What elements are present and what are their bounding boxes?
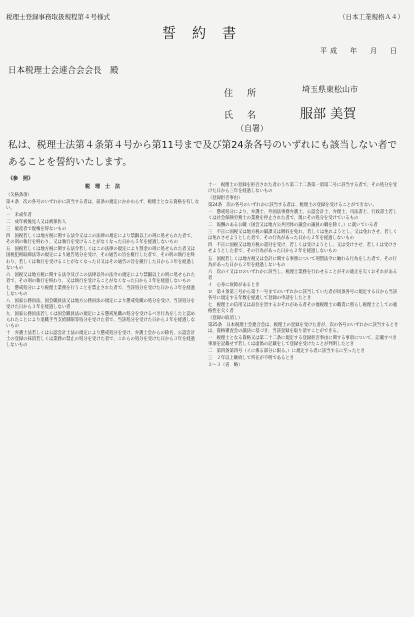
law-clause: 第24条 次の各号のいずれかに該当する者は、税理士の登録を受けることができない。 — [208, 203, 377, 209]
paper-size-label: （日本工業規格Ａ４） — [339, 13, 404, 21]
pledge-text: 私は、税理士法第４条第４号から第11号まで及び第24条各号のいずれにも該当しない者であることを誓約いたします。 — [8, 140, 397, 168]
law-clause: 二 第四条第四号（イに係る部分に限る。）に規定する者に該当するに至ったとき — [208, 349, 365, 355]
law-clause: 四 国税若しくは地方税に関する法令又はこの法律の規定により禁錮以上の刑に処せられた者で、その刑の執行を終わり、又は執行を受けることがなくなった日から５年を経過しないもの — [6, 234, 195, 246]
law-clause: 七 懲戒処分により税理士業務を行うことを禁止された者で、当該処分を受けた日から３年を経過しないもの — [6, 285, 195, 297]
law-clause: 第25条 日本税理士会連合会は、税理士の登録を受けた者が、次の各号のいずれかに該当するときは、資格審査会の議決に基づき、当該登録を取り消すことができる。 — [208, 322, 399, 335]
law-clause: 二 報酬のある公職（国会又は地方公共団体の議会の議員の職を除く。）に就いている者 — [208, 223, 378, 229]
signature-note: （自署） — [236, 124, 268, 133]
law-clause: 第４条 次の各号のいずれかに該当する者は、前条の規定にかかわらず、税理士となる資格を有しない。 — [6, 200, 200, 212]
law-clause: 五 国税若しくは地方税に関する法令若しくはこの法律の規定により罰金の刑に処せられた者又は国税犯則取締法等の規定により通告処分を受け、その通告の旨を履行した者で、その刑の執行を終わり、若しくは執行を受けることがなくなった日又はその通告の旨を履行した日から３年を経過しないもの — [6, 247, 196, 271]
law-clause: 九 国家公務員法若しくは国会職員法の規定による懲戒免職の処分を受けるべき行為をしたと認められたことにより退職手当支給制限等処分を受けた者で、当該処分を受けた日から３年を経過しないもの — [6, 311, 196, 329]
law-clause: 三 不正に国税又は地方税の賦課又は徴収を免れ、若しくは免れようとし、又は免れさせ、若しくは免れさせようとした者で、その行為があった日から２年を経過しないもの — [208, 230, 398, 242]
law-clause: 八 国家公務員法、国会職員法又は地方公務員法の規定により懲戒免職の処分を受け、当該処分を受けた日から３年を経過しない者 — [6, 298, 195, 310]
page-title: 誓約書 — [162, 26, 252, 42]
law-clause: 六 国税又は地方税に関する法令及びこの法律以外の法令の規定により禁錮以上の刑に処せられた者で、その刑の執行を終わり、又は執行を受けることがなくなった日から３年を経過しないもの — [6, 272, 196, 284]
form-label: 税理士登録事務取扱規程第４号様式 — [6, 13, 110, 21]
law-reference — [6, 175, 406, 607]
address-value: 埼玉県東松山市 — [302, 85, 358, 94]
law-clause: 三 ２年以上継続して所在が不明であるとき — [208, 356, 294, 362]
law-clause: 一 未成年者 — [6, 213, 32, 219]
addressee: 日本税理士会連合会会長 殿 — [8, 66, 119, 76]
law-clause: 四 不正に国税又は地方税の還付を受け、若しくは受けようとし、又は受けさせ、若しくは受けさせようとした者で、その行為があった日から２年を経過しないもの — [208, 243, 397, 255]
law-clause: 六 次のイ又はロのいずれかに該当し、税理士業務を行わせることがその適正を欠くおそれがある者 — [208, 269, 398, 281]
law-clause: 五 国税若しくは地方税又は会計に関する事務について刑罰法令に触れる行為をした者で、その行為があった日から２年を経過しないもの — [208, 256, 397, 268]
law-clause: ロ 第４条第三号から第十一号までのいずれかに該当していた者が同条各号に規定する日から当該各号に規定する年数を経過して登録の申請をしたとき — [208, 289, 398, 301]
reference-label: 《参 照》 — [8, 176, 34, 182]
law-clause: 十一 税理士の登録を拒否された者のうち第二十二条第一項第二号に該当する者で、その処分を受けた日から三年を経過しないもの — [208, 183, 397, 195]
law-clause: 二 成年被後見人又は被保佐人 — [6, 220, 67, 226]
date-line: 平成 年 月 日 — [320, 47, 400, 55]
law-clause: 一 税理士となる資格又は第二十二条に規定する登録拒否事由に関する事項について、記載すべき事項を記載せず若しくは虚偽の記載をして登録を受けたことが判明したとき — [208, 336, 397, 348]
reference-left-column — [6, 183, 199, 350]
law-clause: 一 懲戒処分により、弁護士、外国法事務弁護士、公認会計士、弁理士、司法書士、行政書士若しくは社会保険労務士の業務を停止された者で、現にその処分を受けているもの — [208, 210, 398, 222]
law-clause: 七 税理士の信用又は品位を害するおそれがある者その他税理士の職責に照らし税理士としての適格性を欠く者 — [208, 302, 398, 314]
law-title: 税 理 士 法 — [84, 184, 120, 190]
law-clause: （欠格条項） — [6, 193, 32, 199]
address-label: 住所 — [224, 89, 271, 99]
reference-right-column — [208, 183, 401, 370]
law-clause: ２〜３（省 略） — [208, 363, 243, 369]
law-clause: 三 破産者で復権を得ないもの — [6, 227, 67, 233]
name-label: 氏名 — [224, 111, 271, 121]
law-clause: イ 心身に故障があるとき — [208, 282, 260, 288]
name-value: 服部 美賀 — [300, 107, 357, 122]
law-clause: 十 弁護士法若しくは公認会計士法の規定により懲戒処分を受け、弁護士会からの除名、公認会計士の登録の抹消若しくは業務の禁止の処分を受けた者で、これらの処分を受けた日から３年を経過しないもの — [6, 331, 195, 349]
law-clause: （登録の取消し） — [208, 315, 243, 321]
law-clause: （登録拒否事由） — [208, 196, 243, 202]
